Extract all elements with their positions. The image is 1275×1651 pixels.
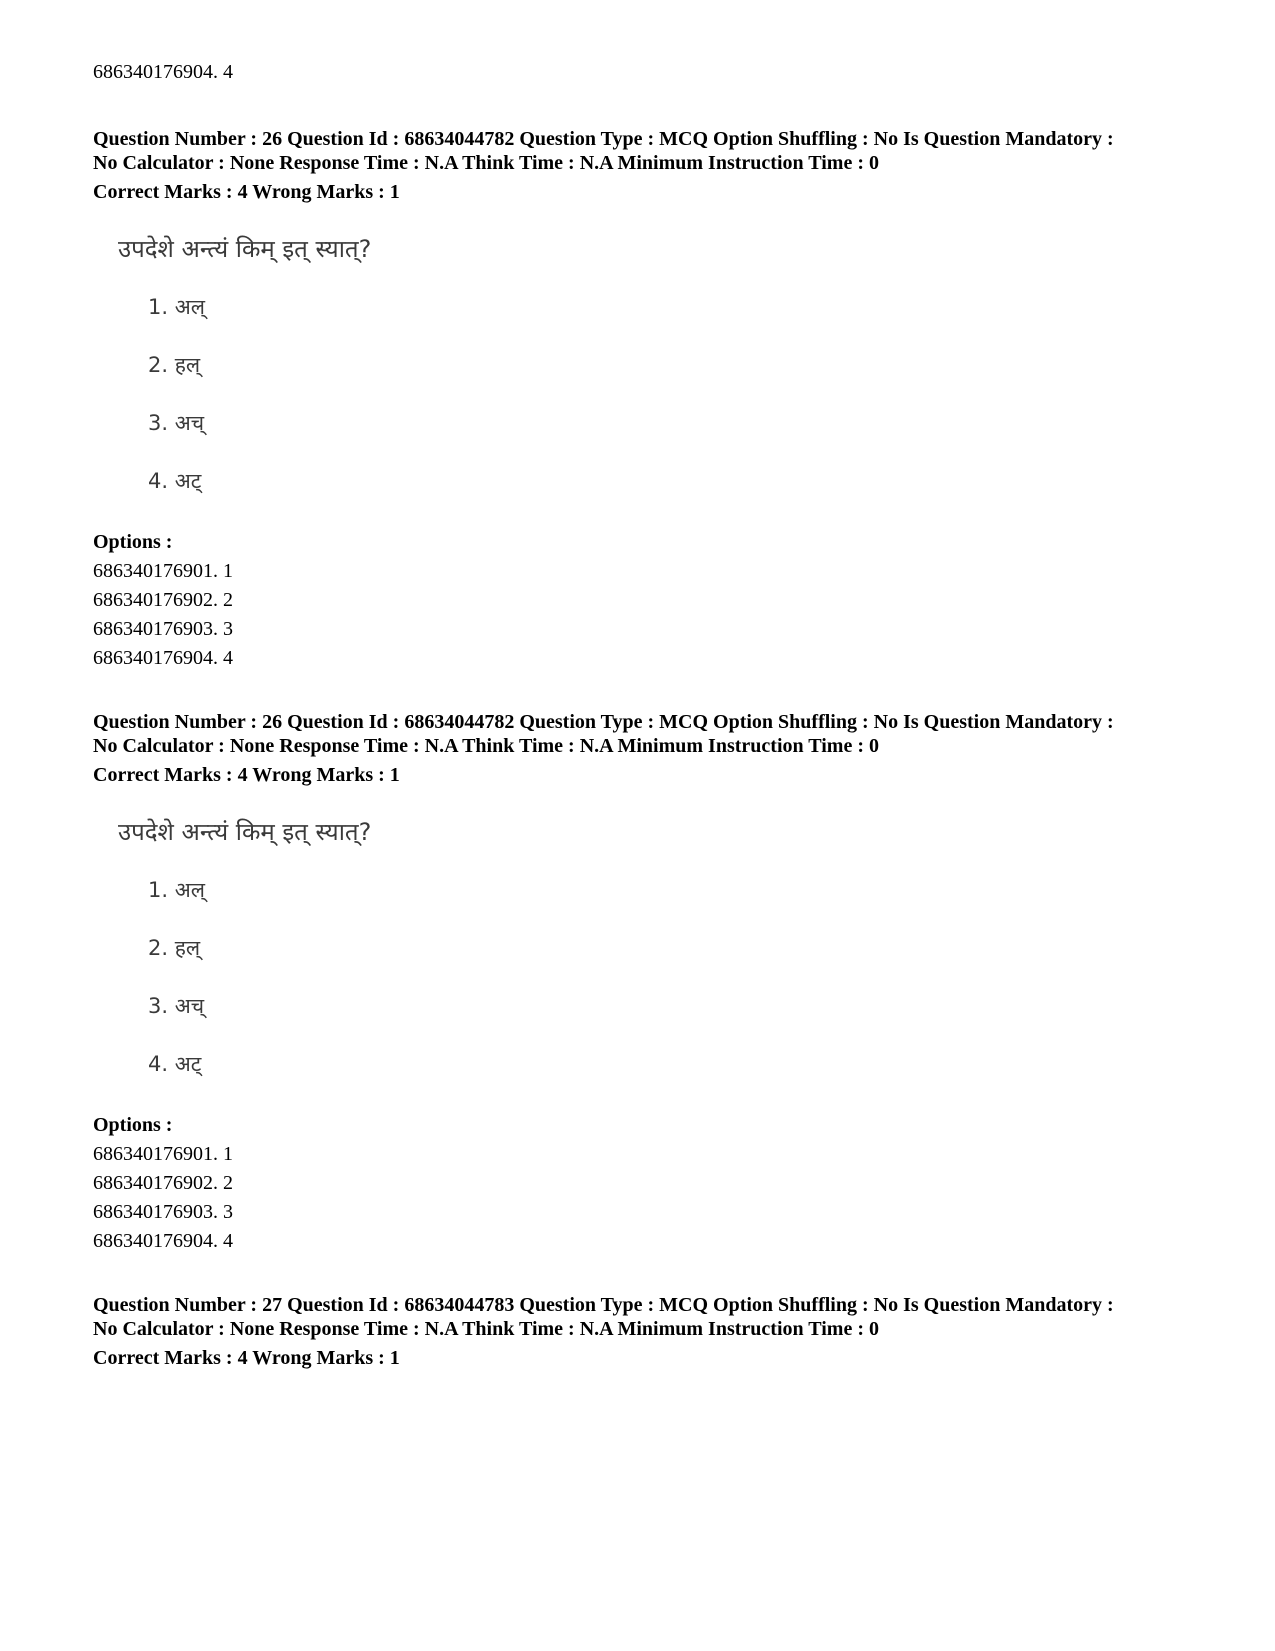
choice-3: 3. अच् bbox=[148, 994, 205, 1018]
option-line: 686340176904. 4 bbox=[93, 647, 233, 669]
question-header-line1: Question Number : 26 Question Id : 68634044782 Question Type : MCQ Option Shuffling : No Is Question Mandatory : bbox=[93, 711, 1114, 733]
options-label: Options : bbox=[93, 531, 173, 553]
option-line: 686340176901. 1 bbox=[93, 560, 233, 582]
option-line: 686340176903. 3 bbox=[93, 618, 233, 640]
options-label: Options : bbox=[93, 1114, 173, 1136]
choice-4: 4. अट् bbox=[148, 1052, 202, 1076]
option-line: 686340176903. 3 bbox=[93, 1201, 233, 1223]
choice-1: 1. अल् bbox=[148, 295, 205, 319]
question-marks: Correct Marks : 4 Wrong Marks : 1 bbox=[93, 764, 400, 786]
option-line: 686340176902. 2 bbox=[93, 589, 233, 611]
choice-1: 1. अल् bbox=[148, 878, 205, 902]
question-marks: Correct Marks : 4 Wrong Marks : 1 bbox=[93, 1347, 400, 1369]
question-header-line1: Question Number : 27 Question Id : 68634044783 Question Type : MCQ Option Shuffling : No Is Question Mandatory : bbox=[93, 1294, 1114, 1316]
question-text: उपदेशे अन्त्यं किम् इत् स्यात्? bbox=[118, 818, 372, 846]
question-marks: Correct Marks : 4 Wrong Marks : 1 bbox=[93, 181, 400, 203]
option-line: 686340176904. 4 bbox=[93, 1230, 233, 1252]
choice-4: 4. अट् bbox=[148, 469, 202, 493]
question-header-line2: No Calculator : None Response Time : N.A Think Time : N.A Minimum Instruction Time : 0 bbox=[93, 152, 879, 174]
choice-2: 2. हल् bbox=[148, 353, 201, 377]
option-line: 686340176901. 1 bbox=[93, 1143, 233, 1165]
question-header-line2: No Calculator : None Response Time : N.A Think Time : N.A Minimum Instruction Time : 0 bbox=[93, 735, 879, 757]
question-text: उपदेशे अन्त्यं किम् इत् स्यात्? bbox=[118, 235, 372, 263]
choice-2: 2. हल् bbox=[148, 936, 201, 960]
question-header-line1: Question Number : 26 Question Id : 68634044782 Question Type : MCQ Option Shuffling : No Is Question Mandatory : bbox=[93, 128, 1114, 150]
option-line: 686340176902. 2 bbox=[93, 1172, 233, 1194]
previous-option-line: 686340176904. 4 bbox=[93, 61, 233, 83]
question-header-line2: No Calculator : None Response Time : N.A Think Time : N.A Minimum Instruction Time : 0 bbox=[93, 1318, 879, 1340]
choice-3: 3. अच् bbox=[148, 411, 205, 435]
